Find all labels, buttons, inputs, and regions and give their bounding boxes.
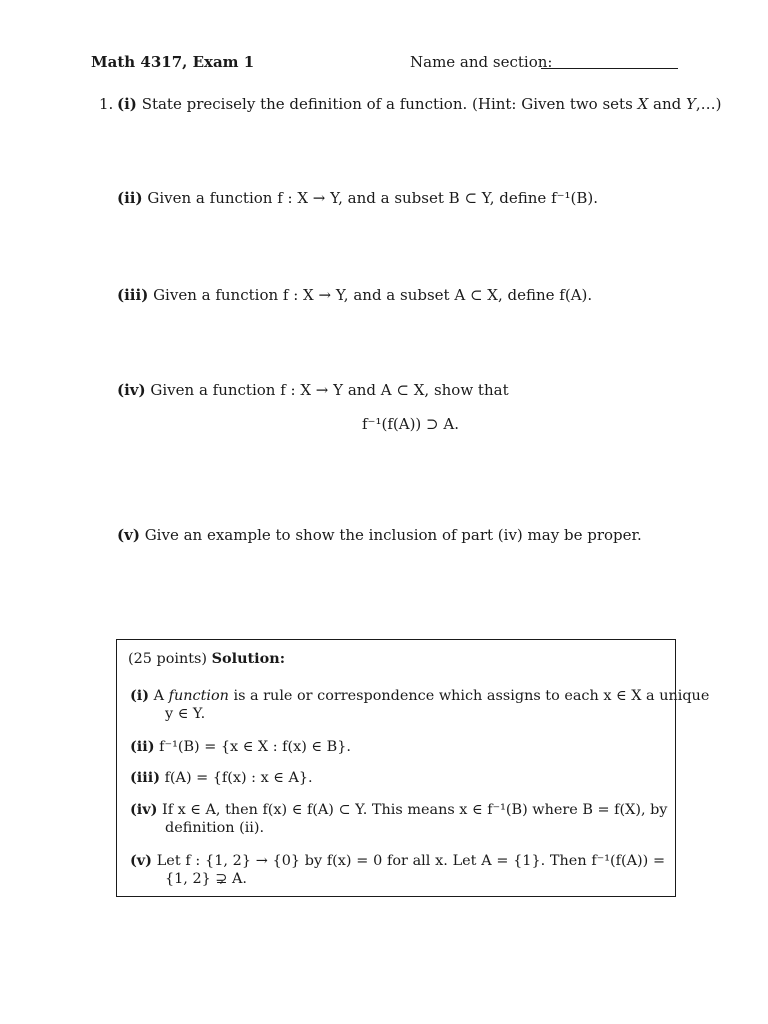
solution-i-line1 bbox=[130, 687, 710, 704]
question-iv bbox=[117, 381, 509, 399]
solution-i-emph: function bbox=[168, 688, 229, 704]
solution-iv-line1 bbox=[130, 801, 668, 818]
name-blank-line bbox=[541, 68, 678, 69]
solution-i-text-a: A bbox=[153, 688, 169, 704]
question-v bbox=[117, 526, 642, 544]
question-ii-text: Given a function f : X → Y, and a subset B ⊂ Y, define f⁻¹(B). bbox=[147, 189, 599, 207]
solution-title: Solution: bbox=[211, 650, 286, 667]
solution-i-line2: y ∈ Y. bbox=[165, 706, 206, 722]
solution-points: (25 points) bbox=[128, 651, 208, 667]
solution-iii-label: (iii) bbox=[130, 769, 161, 786]
name-section-label: Name and section: bbox=[410, 53, 553, 71]
solution-v-line2: {1, 2} ⊋ A. bbox=[165, 871, 247, 887]
var-x: X bbox=[637, 95, 649, 113]
question-iv-label: (iv) bbox=[117, 381, 146, 399]
solution-ii-text: f⁻¹(B) = {x ∈ X : f(x) ∈ B}. bbox=[159, 739, 351, 755]
problem-number: 1. bbox=[99, 95, 114, 113]
var-y: Y bbox=[686, 95, 696, 113]
question-i bbox=[117, 95, 722, 113]
solution-i-label: (i) bbox=[130, 687, 150, 704]
question-i-text-b: and bbox=[648, 95, 686, 113]
question-v-label: (v) bbox=[117, 526, 140, 544]
question-ii bbox=[117, 189, 598, 207]
question-iii-label: (iii) bbox=[117, 286, 149, 304]
solution-i-text-b: is a rule or correspondence which assigns to each x ∈ X a unique bbox=[228, 688, 710, 704]
question-ii-label: (ii) bbox=[117, 189, 143, 207]
solution-header bbox=[128, 650, 285, 667]
question-iii bbox=[117, 286, 592, 304]
question-i-text-c: ,…) bbox=[695, 95, 722, 113]
exam-title: Math 4317, Exam 1 bbox=[91, 53, 255, 71]
solution-v-label: (v) bbox=[130, 852, 152, 869]
solution-iv-text: If x ∈ A, then f(x) ∈ f(A) ⊂ Y. This means x ∈ f⁻¹(B) where B = f(X), by bbox=[162, 802, 668, 818]
solution-ii bbox=[130, 738, 351, 755]
question-iv-text: Given a function f : X → Y and A ⊂ X, show that bbox=[150, 381, 509, 399]
solution-iii bbox=[130, 769, 313, 786]
solution-iii-text: f(A) = {f(x) : x ∈ A}. bbox=[164, 770, 313, 786]
question-v-text: Give an example to show the inclusion of part (iv) may be proper. bbox=[144, 526, 642, 544]
question-i-label: (i) bbox=[117, 95, 137, 113]
solution-v-line1 bbox=[130, 852, 665, 869]
question-iii-text: Given a function f : X → Y, and a subset A ⊂ X, define f(A). bbox=[153, 286, 593, 304]
display-formula: f⁻¹(f(A)) ⊃ A. bbox=[362, 415, 459, 433]
solution-ii-label: (ii) bbox=[130, 738, 155, 755]
question-i-text-a: State precisely the definition of a function. (Hint: Given two sets bbox=[141, 95, 638, 113]
solution-iv-line2: definition (ii). bbox=[165, 820, 265, 836]
solution-v-text: Let f : {1, 2} → {0} by f(x) = 0 for all x. Let A = {1}. Then f⁻¹(f(A)) = bbox=[156, 853, 666, 869]
solution-iv-label: (iv) bbox=[130, 801, 158, 818]
